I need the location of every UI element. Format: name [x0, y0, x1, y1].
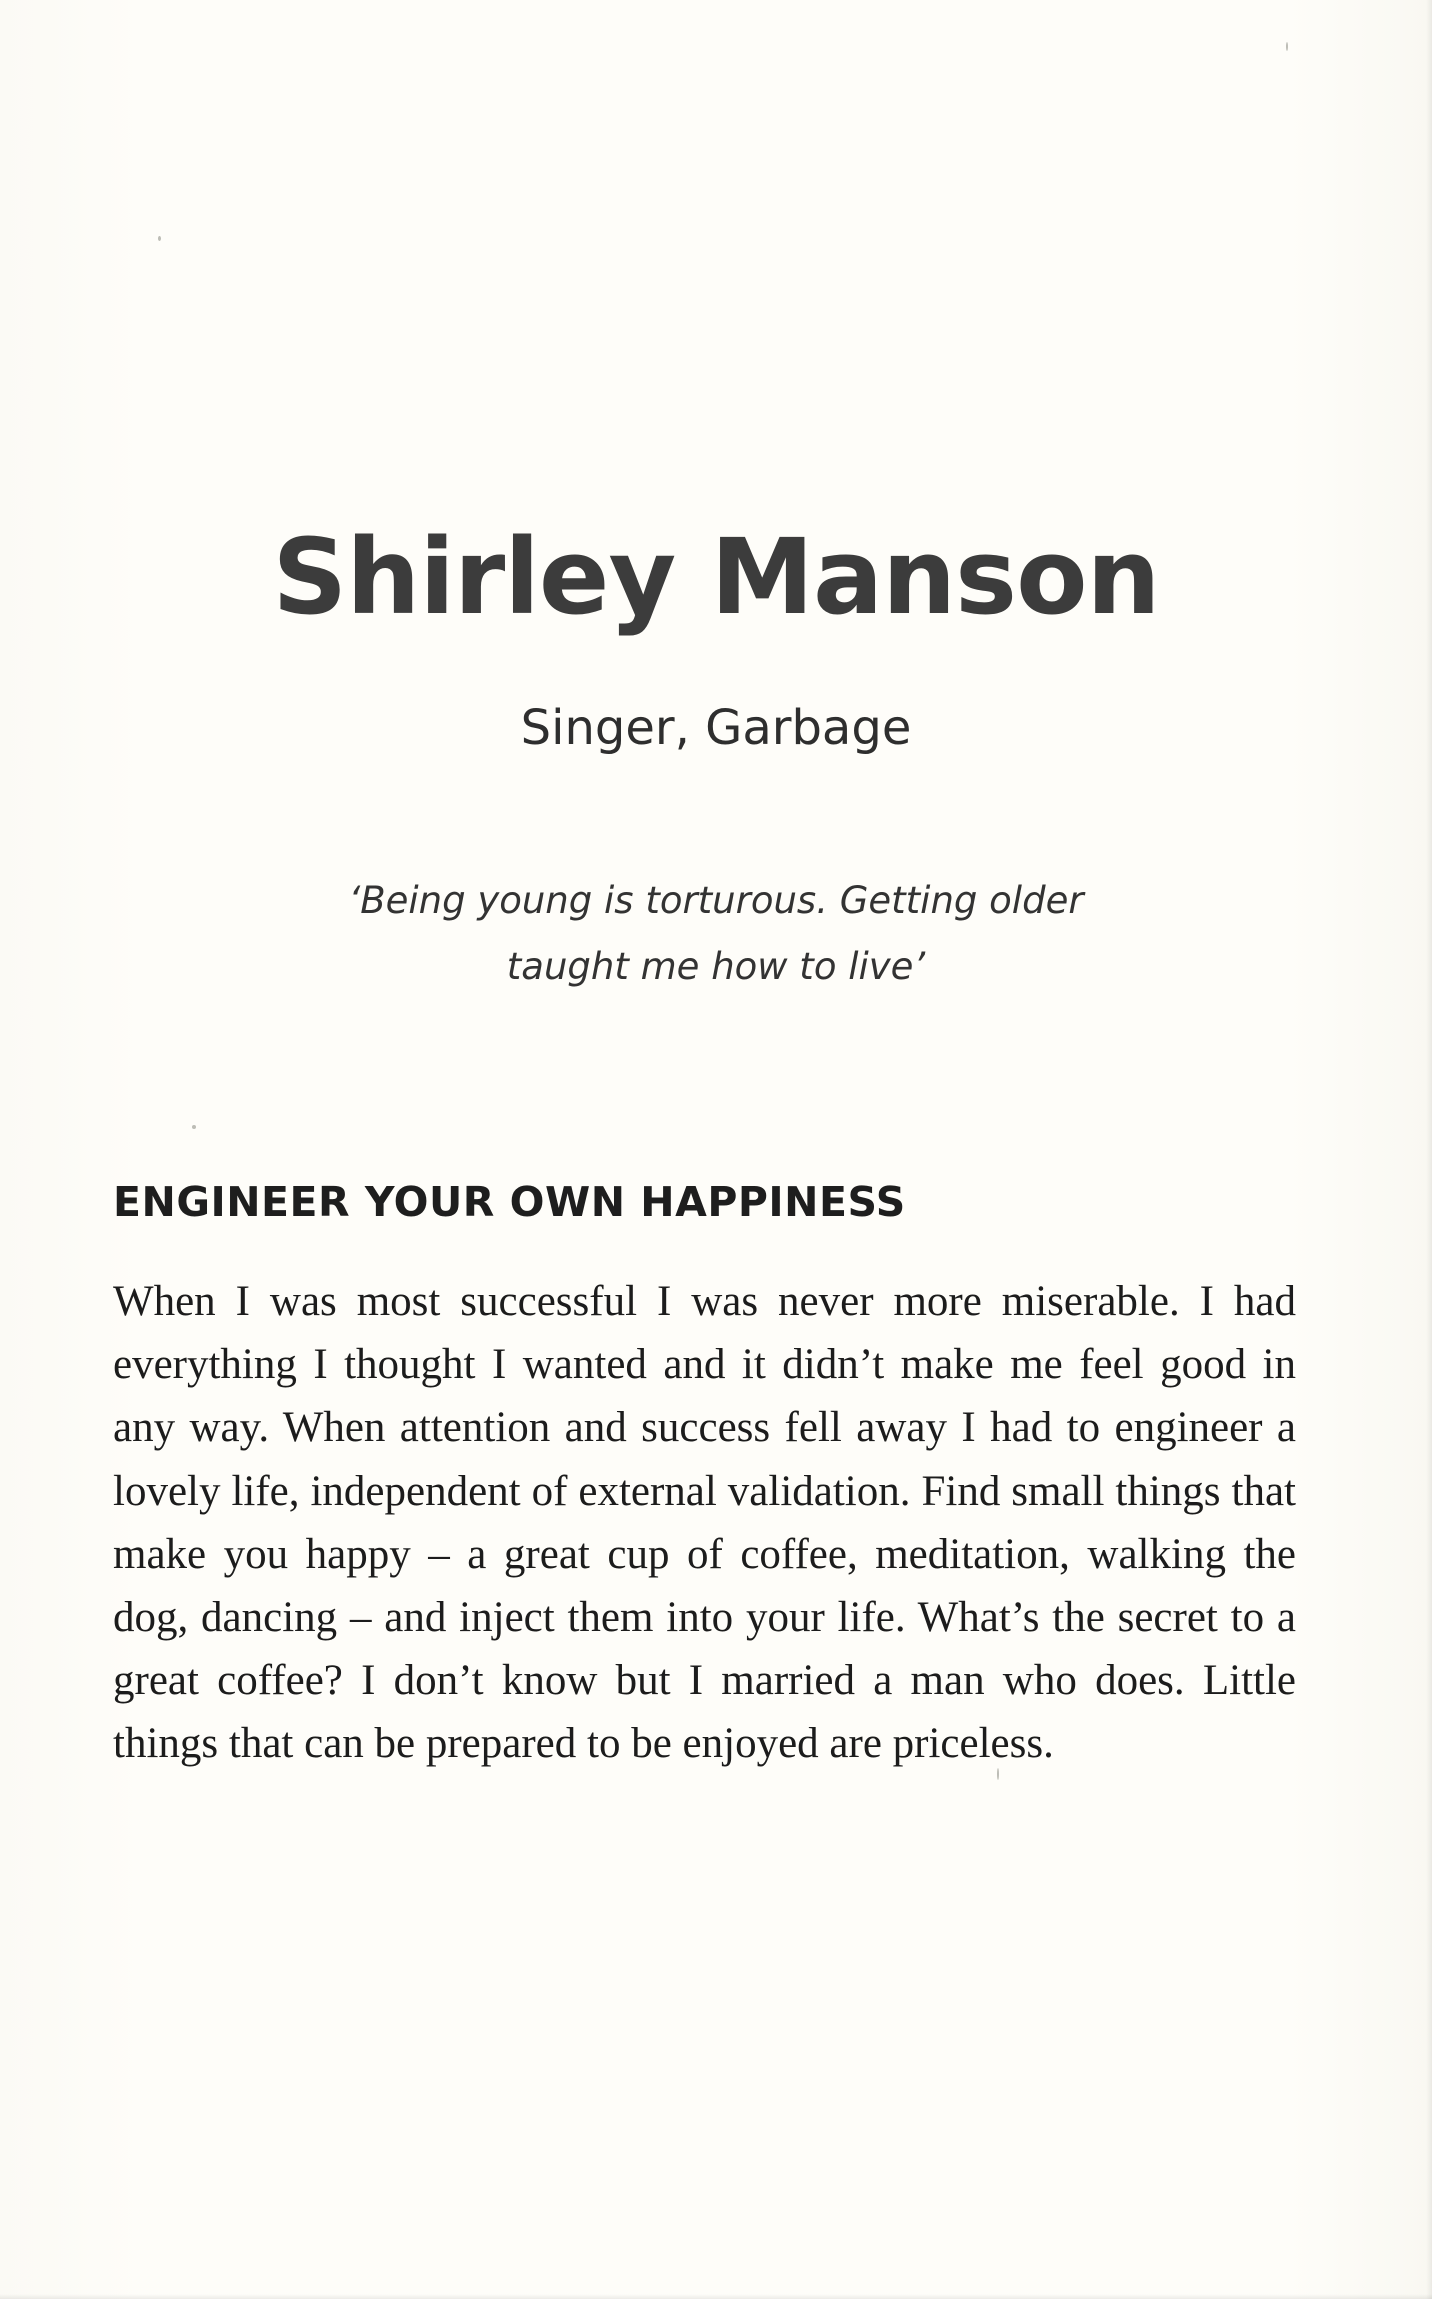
person-role: Singer, Garbage [520, 700, 912, 756]
pull-quote: ‘Being young is torturous. Getting older taught me how to live’ [348, 879, 1084, 988]
page-bottom-shadow [0, 2294, 1432, 2299]
page-edge-shadow [1426, 0, 1432, 2299]
scan-speck [158, 236, 161, 241]
person-name: Shirley Manson [272, 516, 1160, 638]
scan-speck [1286, 42, 1288, 51]
body-paragraph: When I was most successful I was never more miserable. I had everything I thought I wanted and it didn’t make me feel good in any way. When attention and success fell away I had to engineer a lovely life, independent of external validation. Find small things that make you happy – a great cup of coffee, meditation, walking the dog, dancing – and inject them into your life. What’s the secret to a great coffee? I don’t know but I married a man who does. Little things that can be prepared to be enjoyed are priceless. [113, 1278, 1296, 1768]
section-heading: ENGINEER YOUR OWN HAPPINESS [113, 1178, 906, 1226]
scan-speck [192, 1125, 196, 1129]
